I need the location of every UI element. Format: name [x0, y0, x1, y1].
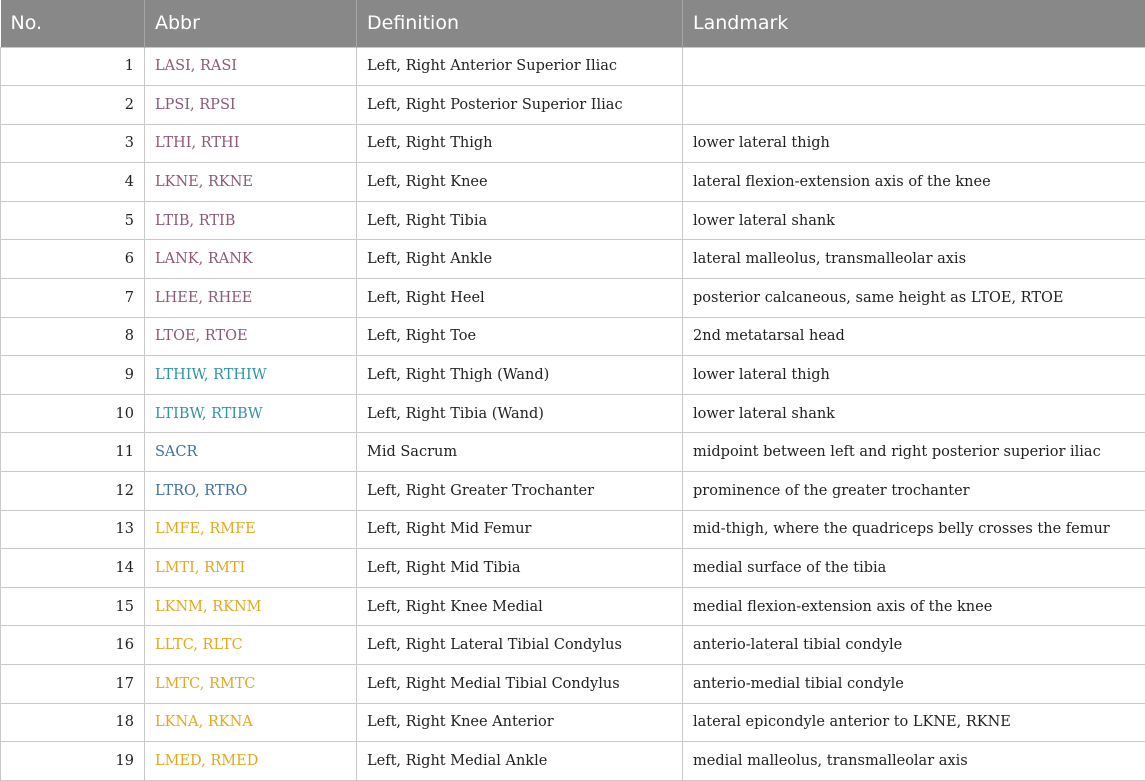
- cell-abbr: LTRO, RTRO: [145, 472, 357, 511]
- cell-abbr: SACR: [145, 433, 357, 472]
- cell-definition: Left, Right Toe: [357, 317, 683, 356]
- cell-definition: Left, Right Lateral Tibial Condylus: [357, 626, 683, 665]
- table-row: [1, 665, 1145, 704]
- cell-definition: Left, Right Knee: [357, 163, 683, 202]
- cell-definition: Left, Right Anterior Superior Iliac: [357, 47, 683, 86]
- cell-abbr: LTHIW, RTHIW: [145, 356, 357, 395]
- cell-abbr: LMTC, RMTC: [145, 665, 357, 704]
- cell-abbr: LHEE, RHEE: [145, 279, 357, 318]
- cell-landmark: midpoint between left and right posterior superior iliac: [683, 433, 1145, 472]
- table-row: [1, 356, 1145, 395]
- cell-definition: Left, Right Thigh (Wand): [357, 356, 683, 395]
- cell-definition: Left, Right Knee Anterior: [357, 703, 683, 742]
- cell-abbr: LKNE, RKNE: [145, 163, 357, 202]
- cell-landmark: lateral malleolus, transmalleolar axis: [683, 240, 1145, 279]
- header-landmark: Landmark: [683, 0, 1145, 47]
- cell-no: 12: [1, 472, 145, 511]
- cell-landmark: lower lateral thigh: [683, 124, 1145, 163]
- cell-abbr: LMFE, RMFE: [145, 510, 357, 549]
- cell-abbr: LKNM, RKNM: [145, 587, 357, 626]
- cell-abbr: LMED, RMED: [145, 742, 357, 781]
- cell-definition: Left, Right Mid Tibia: [357, 549, 683, 588]
- table-row: [1, 742, 1145, 781]
- table-row: [1, 510, 1145, 549]
- table-header: [1, 0, 1145, 47]
- cell-abbr: LPSI, RPSI: [145, 86, 357, 125]
- cell-definition: Left, Right Knee Medial: [357, 587, 683, 626]
- cell-definition: Mid Sacrum: [357, 433, 683, 472]
- cell-abbr: LTIB, RTIB: [145, 201, 357, 240]
- table-row: [1, 240, 1145, 279]
- cell-abbr: LMTI, RMTI: [145, 549, 357, 588]
- cell-definition: Left, Right Greater Trochanter: [357, 472, 683, 511]
- cell-abbr: LTIBW, RTIBW: [145, 394, 357, 433]
- header-row: [1, 0, 1145, 47]
- cell-landmark: prominence of the greater trochanter: [683, 472, 1145, 511]
- cell-no: 17: [1, 665, 145, 704]
- cell-definition: Left, Right Medial Ankle: [357, 742, 683, 781]
- cell-landmark: medial malleolus, transmalleolar axis: [683, 742, 1145, 781]
- table-row: [1, 433, 1145, 472]
- cell-no: 15: [1, 587, 145, 626]
- cell-abbr: LANK, RANK: [145, 240, 357, 279]
- cell-abbr: LTOE, RTOE: [145, 317, 357, 356]
- table-row: [1, 587, 1145, 626]
- cell-landmark: medial surface of the tibia: [683, 549, 1145, 588]
- cell-no: 9: [1, 356, 145, 395]
- table-row: [1, 86, 1145, 125]
- cell-no: 13: [1, 510, 145, 549]
- cell-no: 7: [1, 279, 145, 318]
- cell-no: 8: [1, 317, 145, 356]
- cell-no: 3: [1, 124, 145, 163]
- cell-landmark: [683, 86, 1145, 125]
- cell-landmark: lateral flexion-extension axis of the knee: [683, 163, 1145, 202]
- table-row: [1, 163, 1145, 202]
- cell-definition: Left, Right Medial Tibial Condylus: [357, 665, 683, 704]
- table-row: [1, 626, 1145, 665]
- cell-landmark: lower lateral shank: [683, 394, 1145, 433]
- table-row: [1, 124, 1145, 163]
- cell-definition: Left, Right Tibia: [357, 201, 683, 240]
- table-row: [1, 47, 1145, 86]
- cell-no: 18: [1, 703, 145, 742]
- cell-no: 5: [1, 201, 145, 240]
- cell-landmark: posterior calcaneous, same height as LTOE, RTOE: [683, 279, 1145, 318]
- cell-landmark: anterio-lateral tibial condyle: [683, 626, 1145, 665]
- cell-landmark: lower lateral shank: [683, 201, 1145, 240]
- cell-definition: Left, Right Heel: [357, 279, 683, 318]
- cell-no: 2: [1, 86, 145, 125]
- cell-definition: Left, Right Ankle: [357, 240, 683, 279]
- cell-no: 16: [1, 626, 145, 665]
- table-row: [1, 201, 1145, 240]
- cell-definition: Left, Right Thigh: [357, 124, 683, 163]
- cell-no: 19: [1, 742, 145, 781]
- table-body: [1, 47, 1145, 780]
- table-row: [1, 703, 1145, 742]
- cell-landmark: [683, 47, 1145, 86]
- cell-landmark: mid-thigh, where the quadriceps belly crosses the femur: [683, 510, 1145, 549]
- table-row: [1, 317, 1145, 356]
- cell-landmark: lateral epicondyle anterior to LKNE, RKNE: [683, 703, 1145, 742]
- cell-landmark: 2nd metatarsal head: [683, 317, 1145, 356]
- header-abbr: Abbr: [145, 0, 357, 47]
- table-row: [1, 549, 1145, 588]
- cell-no: 10: [1, 394, 145, 433]
- cell-landmark: medial flexion-extension axis of the knee: [683, 587, 1145, 626]
- header-no: No.: [1, 0, 145, 47]
- cell-no: 11: [1, 433, 145, 472]
- header-definition: Definition: [357, 0, 683, 47]
- cell-no: 1: [1, 47, 145, 86]
- cell-abbr: LKNA, RKNA: [145, 703, 357, 742]
- cell-landmark: lower lateral thigh: [683, 356, 1145, 395]
- table-row: [1, 394, 1145, 433]
- cell-definition: Left, Right Posterior Superior Iliac: [357, 86, 683, 125]
- cell-definition: Left, Right Mid Femur: [357, 510, 683, 549]
- table-row: [1, 472, 1145, 511]
- cell-no: 6: [1, 240, 145, 279]
- cell-landmark: anterio-medial tibial condyle: [683, 665, 1145, 704]
- cell-abbr: LLTC, RLTC: [145, 626, 357, 665]
- cell-abbr: LASI, RASI: [145, 47, 357, 86]
- table-row: [1, 279, 1145, 318]
- cell-no: 14: [1, 549, 145, 588]
- cell-abbr: LTHI, RTHI: [145, 124, 357, 163]
- cell-definition: Left, Right Tibia (Wand): [357, 394, 683, 433]
- cell-no: 4: [1, 163, 145, 202]
